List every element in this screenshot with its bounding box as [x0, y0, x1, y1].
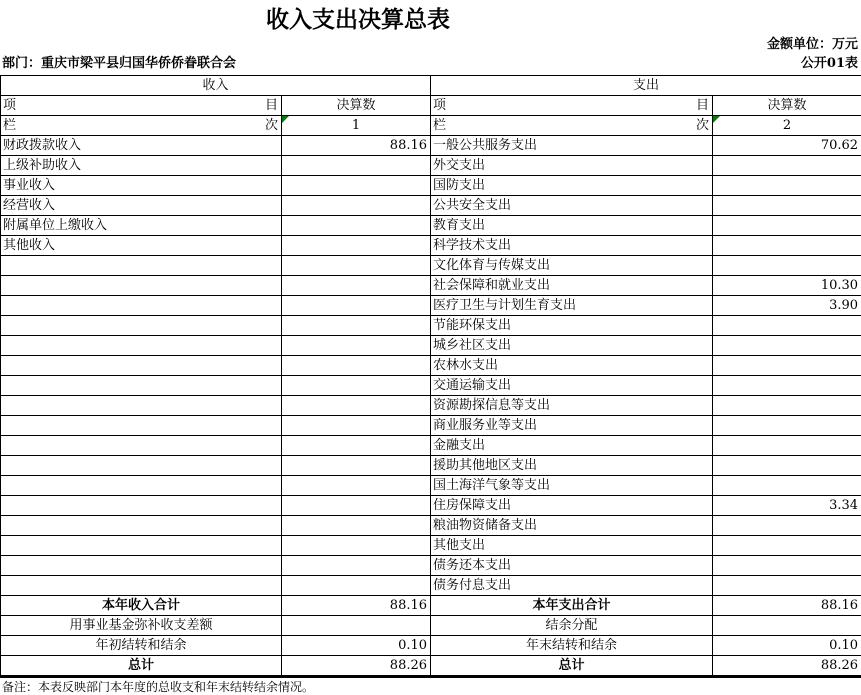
expense-item-cell: 国防支出	[431, 176, 713, 196]
income-value-cell	[282, 416, 431, 436]
income-value-cell	[282, 216, 431, 236]
expense-value-cell	[713, 556, 861, 576]
expense-value-cell: 70.62	[713, 136, 861, 156]
table-row	[1, 576, 861, 596]
expense-value-cell	[713, 176, 861, 196]
income-item-cell: 上级补助收入	[1, 156, 282, 176]
expense-summary-value-cell: 88.16	[713, 596, 861, 616]
income-col-number: 1	[352, 118, 360, 133]
expense-item-cell: 城乡社区支出	[431, 336, 713, 356]
table-row	[1, 496, 861, 516]
expense-value-cell	[713, 476, 861, 496]
table-row	[1, 556, 861, 576]
income-item-cell	[1, 536, 282, 556]
income-amount-header: 决算数	[282, 96, 431, 116]
income-value-cell	[282, 496, 431, 516]
income-item-cell: 事业收入	[1, 176, 282, 196]
income-summary-value-cell	[282, 616, 431, 636]
expense-col-header	[431, 116, 713, 136]
expense-summary-label-cell: 年末结转和结余	[431, 636, 713, 656]
budget-summary-table	[0, 75, 861, 678]
expense-section-header: 支出	[431, 76, 861, 96]
income-value-cell	[282, 156, 431, 176]
income-summary-label-cell: 总计	[1, 656, 282, 677]
department-label: 部门：重庆市梁平县归国华侨侨眷联合会	[2, 56, 236, 72]
income-col-header	[1, 116, 282, 136]
col-label-right: 次	[265, 116, 278, 135]
excel-error-triangle-icon	[713, 116, 720, 123]
expense-value-cell: 10.30	[713, 276, 861, 296]
page-title: 收入支出决算总表	[266, 7, 450, 32]
expense-value-cell	[713, 396, 861, 416]
income-value-cell	[282, 456, 431, 476]
column-title-row	[1, 96, 861, 116]
summary-row-grand-total	[1, 656, 861, 677]
table-row	[1, 196, 861, 216]
expense-summary-label-cell: 总计	[431, 656, 713, 677]
expense-item-cell: 住房保障支出	[431, 496, 713, 516]
excel-error-triangle-icon	[282, 116, 289, 123]
expense-item-cell: 社会保障和就业支出	[431, 276, 713, 296]
item-label-right: 目	[696, 96, 709, 115]
table-row	[1, 516, 861, 536]
column-number-row	[1, 116, 861, 136]
expense-summary-value-cell: 0.10	[713, 636, 861, 656]
income-value-cell	[282, 436, 431, 456]
table-row	[1, 136, 861, 156]
table-row	[1, 236, 861, 256]
item-label-right: 目	[265, 96, 278, 115]
table-row	[1, 316, 861, 336]
income-item-cell	[1, 296, 282, 316]
expense-item-cell: 教育支出	[431, 216, 713, 236]
expense-item-cell: 粮油物资储备支出	[431, 516, 713, 536]
expense-item-cell: 文化体育与传媒支出	[431, 256, 713, 276]
col-label-left: 栏	[433, 116, 446, 135]
income-item-cell	[1, 496, 282, 516]
expense-item-cell: 一般公共服务支出	[431, 136, 713, 156]
income-item-cell	[1, 396, 282, 416]
income-item-cell	[1, 276, 282, 296]
table-row	[1, 356, 861, 376]
col-label-left: 栏	[3, 116, 16, 135]
expense-value-cell	[713, 456, 861, 476]
income-item-cell	[1, 356, 282, 376]
table-row	[1, 456, 861, 476]
income-item-cell	[1, 256, 282, 276]
expense-item-cell: 其他支出	[431, 536, 713, 556]
income-section-header: 收入	[1, 76, 431, 96]
income-col-number-cell	[282, 116, 431, 136]
income-summary-label-cell: 年初结转和结余	[1, 636, 282, 656]
income-item-cell: 经营收入	[1, 196, 282, 216]
expense-value-cell	[713, 576, 861, 596]
table-row	[1, 536, 861, 556]
income-value-cell	[282, 476, 431, 496]
table-row	[1, 296, 861, 316]
income-item-cell	[1, 336, 282, 356]
income-item-cell	[1, 456, 282, 476]
income-value-cell	[282, 556, 431, 576]
expense-value-cell	[713, 336, 861, 356]
item-label-left: 项	[3, 96, 16, 115]
expense-item-cell: 商业服务业等支出	[431, 416, 713, 436]
income-item-cell	[1, 376, 282, 396]
expense-item-cell: 外交支出	[431, 156, 713, 176]
sheet-number-label: 公开01表	[801, 56, 858, 72]
expense-item-cell: 金融支出	[431, 436, 713, 456]
income-value-cell	[282, 236, 431, 256]
expense-summary-value-cell: 88.26	[713, 656, 861, 677]
table-row	[1, 276, 861, 296]
income-item-cell	[1, 516, 282, 536]
expense-item-cell: 国土海洋气象等支出	[431, 476, 713, 496]
expense-item-cell: 公共安全支出	[431, 196, 713, 216]
expense-value-cell	[713, 216, 861, 236]
income-item-cell	[1, 316, 282, 336]
expense-value-cell	[713, 536, 861, 556]
table-row	[1, 216, 861, 236]
expense-item-header	[431, 96, 713, 116]
expense-value-cell	[713, 196, 861, 216]
income-value-cell	[282, 196, 431, 216]
expense-summary-label-cell: 本年支出合计	[431, 596, 713, 616]
expense-value-cell	[713, 516, 861, 536]
income-value-cell	[282, 256, 431, 276]
title-row	[0, 0, 716, 32]
income-summary-label-cell: 本年收入合计	[1, 596, 282, 616]
expense-col-number: 2	[783, 118, 791, 133]
col-label-right: 次	[696, 116, 709, 135]
income-value-cell	[282, 376, 431, 396]
table-row	[1, 256, 861, 276]
income-summary-value-cell: 88.16	[282, 596, 431, 616]
income-value-cell	[282, 576, 431, 596]
income-item-cell	[1, 476, 282, 496]
expense-item-cell: 农林水支出	[431, 356, 713, 376]
income-item-cell: 其他收入	[1, 236, 282, 256]
income-value-cell	[282, 536, 431, 556]
income-value-cell	[282, 276, 431, 296]
expense-item-cell: 债务还本支出	[431, 556, 713, 576]
table-row	[1, 436, 861, 456]
income-summary-label-cell: 用事业基金弥补收支差额	[1, 616, 282, 636]
income-summary-value-cell: 0.10	[282, 636, 431, 656]
expense-value-cell	[713, 436, 861, 456]
expense-item-cell: 科学技术支出	[431, 236, 713, 256]
amount-unit-note: 金额单位：万元	[0, 37, 861, 52]
summary-row-total-current-year	[1, 596, 861, 616]
summary-row-fund-offset	[1, 616, 861, 636]
expense-item-cell: 资源勘探信息等支出	[431, 396, 713, 416]
section-header-row	[1, 76, 861, 96]
income-item-cell	[1, 416, 282, 436]
income-value-cell	[282, 516, 431, 536]
table-row	[1, 156, 861, 176]
expense-value-cell: 3.90	[713, 296, 861, 316]
table-row	[1, 376, 861, 396]
income-value-cell	[282, 396, 431, 416]
expense-summary-value-cell	[713, 616, 861, 636]
expense-value-cell: 3.34	[713, 496, 861, 516]
table-row	[1, 396, 861, 416]
expense-value-cell	[713, 256, 861, 276]
expense-item-cell: 节能环保支出	[431, 316, 713, 336]
table-row	[1, 336, 861, 356]
expense-value-cell	[713, 356, 861, 376]
income-item-cell: 附属单位上缴收入	[1, 216, 282, 236]
income-value-cell	[282, 336, 431, 356]
expense-value-cell	[713, 236, 861, 256]
table-row	[1, 176, 861, 196]
income-value-cell	[282, 356, 431, 376]
expense-item-cell: 援助其他地区支出	[431, 456, 713, 476]
expense-value-cell	[713, 416, 861, 436]
income-item-cell	[1, 556, 282, 576]
expense-value-cell	[713, 316, 861, 336]
income-value-cell: 88.16	[282, 136, 431, 156]
table-row	[1, 416, 861, 436]
expense-value-cell	[713, 376, 861, 396]
income-value-cell	[282, 176, 431, 196]
income-value-cell	[282, 296, 431, 316]
income-value-cell	[282, 316, 431, 336]
income-summary-value-cell: 88.26	[282, 656, 431, 677]
summary-row-carryover	[1, 636, 861, 656]
income-item-cell	[1, 576, 282, 596]
income-item-header	[1, 96, 282, 116]
expense-col-number-cell	[713, 116, 861, 136]
footnote: 备注：本表反映部门本年度的总收支和年末结转结余情况。	[0, 680, 861, 695]
income-item-cell: 财政拨款收入	[1, 136, 282, 156]
expense-value-cell	[713, 156, 861, 176]
item-label-left: 项	[433, 96, 446, 115]
expense-item-cell: 交通运输支出	[431, 376, 713, 396]
subheader-row	[0, 56, 861, 72]
expense-amount-header: 决算数	[713, 96, 861, 116]
expense-item-cell: 债务付息支出	[431, 576, 713, 596]
expense-summary-label-cell: 结余分配	[431, 616, 713, 636]
income-item-cell	[1, 436, 282, 456]
expense-item-cell: 医疗卫生与计划生育支出	[431, 296, 713, 316]
table-row	[1, 476, 861, 496]
